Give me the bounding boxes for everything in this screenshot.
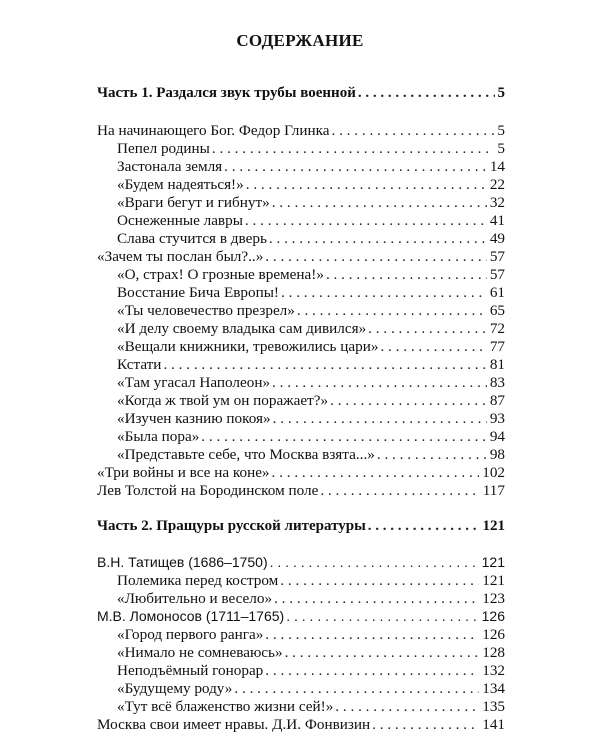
toc-page-number: 22 xyxy=(489,176,505,193)
toc-page-number: 117 xyxy=(482,482,505,499)
toc-entry xyxy=(117,211,505,230)
toc-entry xyxy=(117,661,505,680)
toc-entry-title: «Когда ж твой ум он поражает?» xyxy=(117,392,329,409)
toc-page-number: 5 xyxy=(497,140,505,157)
toc-entry-title: Москва свои имеет нравы. Д.И. Фонвизин xyxy=(97,716,371,733)
toc-entry-title: «Ты человечество презрел» xyxy=(117,302,295,319)
toc-part-heading xyxy=(97,84,505,103)
toc-entry xyxy=(117,679,505,698)
toc-page-number: 126 xyxy=(481,608,505,624)
toc-page-number: 141 xyxy=(482,716,505,733)
dot-leader xyxy=(270,553,479,572)
toc-page-number: 134 xyxy=(482,680,505,697)
toc-entry-title: Слава стучится в дверь xyxy=(117,230,267,247)
toc-entry-title: «Тут всё блаженство жизни сей!» xyxy=(117,698,334,715)
toc-page-number: 121 xyxy=(481,554,505,570)
toc-entry xyxy=(117,157,505,176)
toc-entry-title: Пепел родины xyxy=(117,140,210,157)
toc-entry-title: Лев Толстой на Бородинском поле xyxy=(97,482,319,499)
toc-page-number: 61 xyxy=(489,284,505,301)
dot-leader xyxy=(320,481,479,500)
toc-page-number: 72 xyxy=(489,320,505,337)
toc-entry-title: Часть 2. Пращуры русской литературы xyxy=(97,518,366,534)
dot-leader xyxy=(331,121,494,140)
dot-leader xyxy=(297,301,487,320)
toc-entry-title: На начинающего Бог. Федор Глинка xyxy=(97,122,330,139)
toc-page-number: 32 xyxy=(489,194,505,211)
toc-page-number: 87 xyxy=(489,392,505,409)
toc-entry xyxy=(117,409,505,428)
dot-leader xyxy=(280,571,479,590)
toc-entry-title: «Представьте себе, что Москва взята...» xyxy=(117,446,375,463)
dot-leader xyxy=(358,84,495,103)
dot-leader xyxy=(265,661,479,680)
toc-entry-title: «Три войны и все на коне» xyxy=(97,464,270,481)
toc-entry xyxy=(117,445,505,464)
toc-entry-title: Полемика перед костром xyxy=(117,572,279,589)
toc-entry xyxy=(117,643,505,662)
dot-leader xyxy=(330,391,487,410)
toc-entry-title: Застонала земля xyxy=(117,158,223,175)
toc-entry-title: «Будущему роду» xyxy=(117,680,233,697)
toc-entry xyxy=(117,193,505,212)
dot-leader xyxy=(286,607,478,626)
toc-page-number: 132 xyxy=(482,662,505,679)
toc-page-number: 135 xyxy=(482,698,505,715)
toc-page-number: 126 xyxy=(482,626,505,643)
toc-page-number: 49 xyxy=(489,230,505,247)
toc-page-number: 5 xyxy=(497,122,505,139)
toc-page-number: 5 xyxy=(497,85,505,101)
toc-page-number: 41 xyxy=(489,212,505,229)
toc-entry xyxy=(117,697,505,716)
toc-entry-title: «Город первого ранга» xyxy=(117,626,264,643)
toc-part-heading xyxy=(97,517,505,536)
toc-entry xyxy=(117,229,505,248)
toc-entry xyxy=(117,391,505,410)
toc-entry xyxy=(117,175,505,194)
toc-page-number: 77 xyxy=(489,338,505,355)
toc-page-number: 123 xyxy=(482,590,505,607)
toc-entry xyxy=(97,463,505,482)
toc-entry xyxy=(97,121,505,140)
dot-leader xyxy=(163,355,486,374)
toc-page-number: 98 xyxy=(489,446,505,463)
dot-leader xyxy=(265,625,479,644)
page-title: СОДЕРЖАНИЕ xyxy=(236,31,364,50)
toc-entry xyxy=(117,589,505,608)
toc-entry-title: «Будем надеяться!» xyxy=(117,176,244,193)
toc-entry xyxy=(117,319,505,338)
dot-leader xyxy=(272,463,480,482)
toc-entry-title: «Враги бегут и гибнут» xyxy=(117,194,270,211)
toc-page-number: 57 xyxy=(489,266,505,283)
toc-entry xyxy=(117,301,505,320)
toc-entry-title: Кстати xyxy=(117,356,162,373)
dot-leader xyxy=(224,157,487,176)
dot-leader xyxy=(372,715,479,734)
dot-leader xyxy=(281,283,487,302)
toc-entry-title: «Зачем ты послан был?..» xyxy=(97,248,264,265)
toc-page-number: 121 xyxy=(482,572,505,589)
dot-leader xyxy=(285,643,480,662)
toc-entry xyxy=(117,625,505,644)
toc-page-number: 83 xyxy=(489,374,505,391)
toc-page-number: 94 xyxy=(489,428,505,445)
dot-leader xyxy=(273,409,487,428)
toc-entry-title: Часть 1. Раздался звук трубы военной xyxy=(97,85,356,101)
dot-leader xyxy=(377,445,487,464)
toc-page-number: 93 xyxy=(489,410,505,427)
dot-leader xyxy=(265,247,487,266)
dot-leader xyxy=(368,319,487,338)
toc-entry-title: «Была пора» xyxy=(117,428,200,445)
dot-leader xyxy=(272,193,487,212)
toc-page-number: 128 xyxy=(482,644,505,661)
toc-page-number: 65 xyxy=(489,302,505,319)
toc-entry xyxy=(97,247,505,266)
dot-leader xyxy=(274,589,479,608)
toc-entry xyxy=(117,373,505,392)
dot-leader xyxy=(212,139,495,158)
toc-entry-title: Неподъёмный гонорар xyxy=(117,662,264,679)
toc-entry-title: «Вещали книжники, тревожились цари» xyxy=(117,338,379,355)
dot-leader xyxy=(234,679,479,698)
toc-entry-title: «О, страх! О грозные времена!» xyxy=(117,266,324,283)
toc-entry-title: «Любительно и весело» xyxy=(117,590,273,607)
dot-leader xyxy=(201,427,487,446)
toc-entry xyxy=(117,571,505,590)
toc-entry xyxy=(97,553,505,572)
toc-entry-title: Восстание Бича Европы! xyxy=(117,284,279,301)
toc-page-number: 57 xyxy=(489,248,505,265)
toc-entry xyxy=(117,337,505,356)
toc-entry xyxy=(97,481,505,500)
dot-leader xyxy=(246,175,487,194)
dot-leader xyxy=(245,211,487,230)
toc-entry xyxy=(117,139,505,158)
dot-leader xyxy=(368,517,480,536)
toc-page-number: 14 xyxy=(489,158,505,175)
toc-page-number: 81 xyxy=(489,356,505,373)
toc-entry xyxy=(117,283,505,302)
toc-entry-title: «Там угасал Наполеон» xyxy=(117,374,271,391)
toc-entry-title: М.В. Ломоносов (1711–1765) xyxy=(97,608,285,624)
toc-entry-title: Оснеженные лавры xyxy=(117,212,243,229)
dot-leader xyxy=(272,373,487,392)
toc-entry xyxy=(117,265,505,284)
dot-leader xyxy=(380,337,486,356)
toc-entry-title: В.Н. Татищев (1686–1750) xyxy=(97,554,268,570)
toc-entry xyxy=(97,715,505,734)
toc-entry-title: «И делу своему владыка сам дивился» xyxy=(117,320,367,337)
toc-entry-title: «Нимало не сомневаюсь» xyxy=(117,644,283,661)
toc-entry xyxy=(117,427,505,446)
dot-leader xyxy=(335,697,479,716)
toc-entry-title: «Изучен казнию покоя» xyxy=(117,410,271,427)
toc-entry xyxy=(117,355,505,374)
toc-page-number: 102 xyxy=(482,464,505,481)
toc-page-number: 121 xyxy=(482,518,505,534)
toc-entry xyxy=(97,607,505,626)
dot-leader xyxy=(269,229,487,248)
dot-leader xyxy=(326,265,487,284)
